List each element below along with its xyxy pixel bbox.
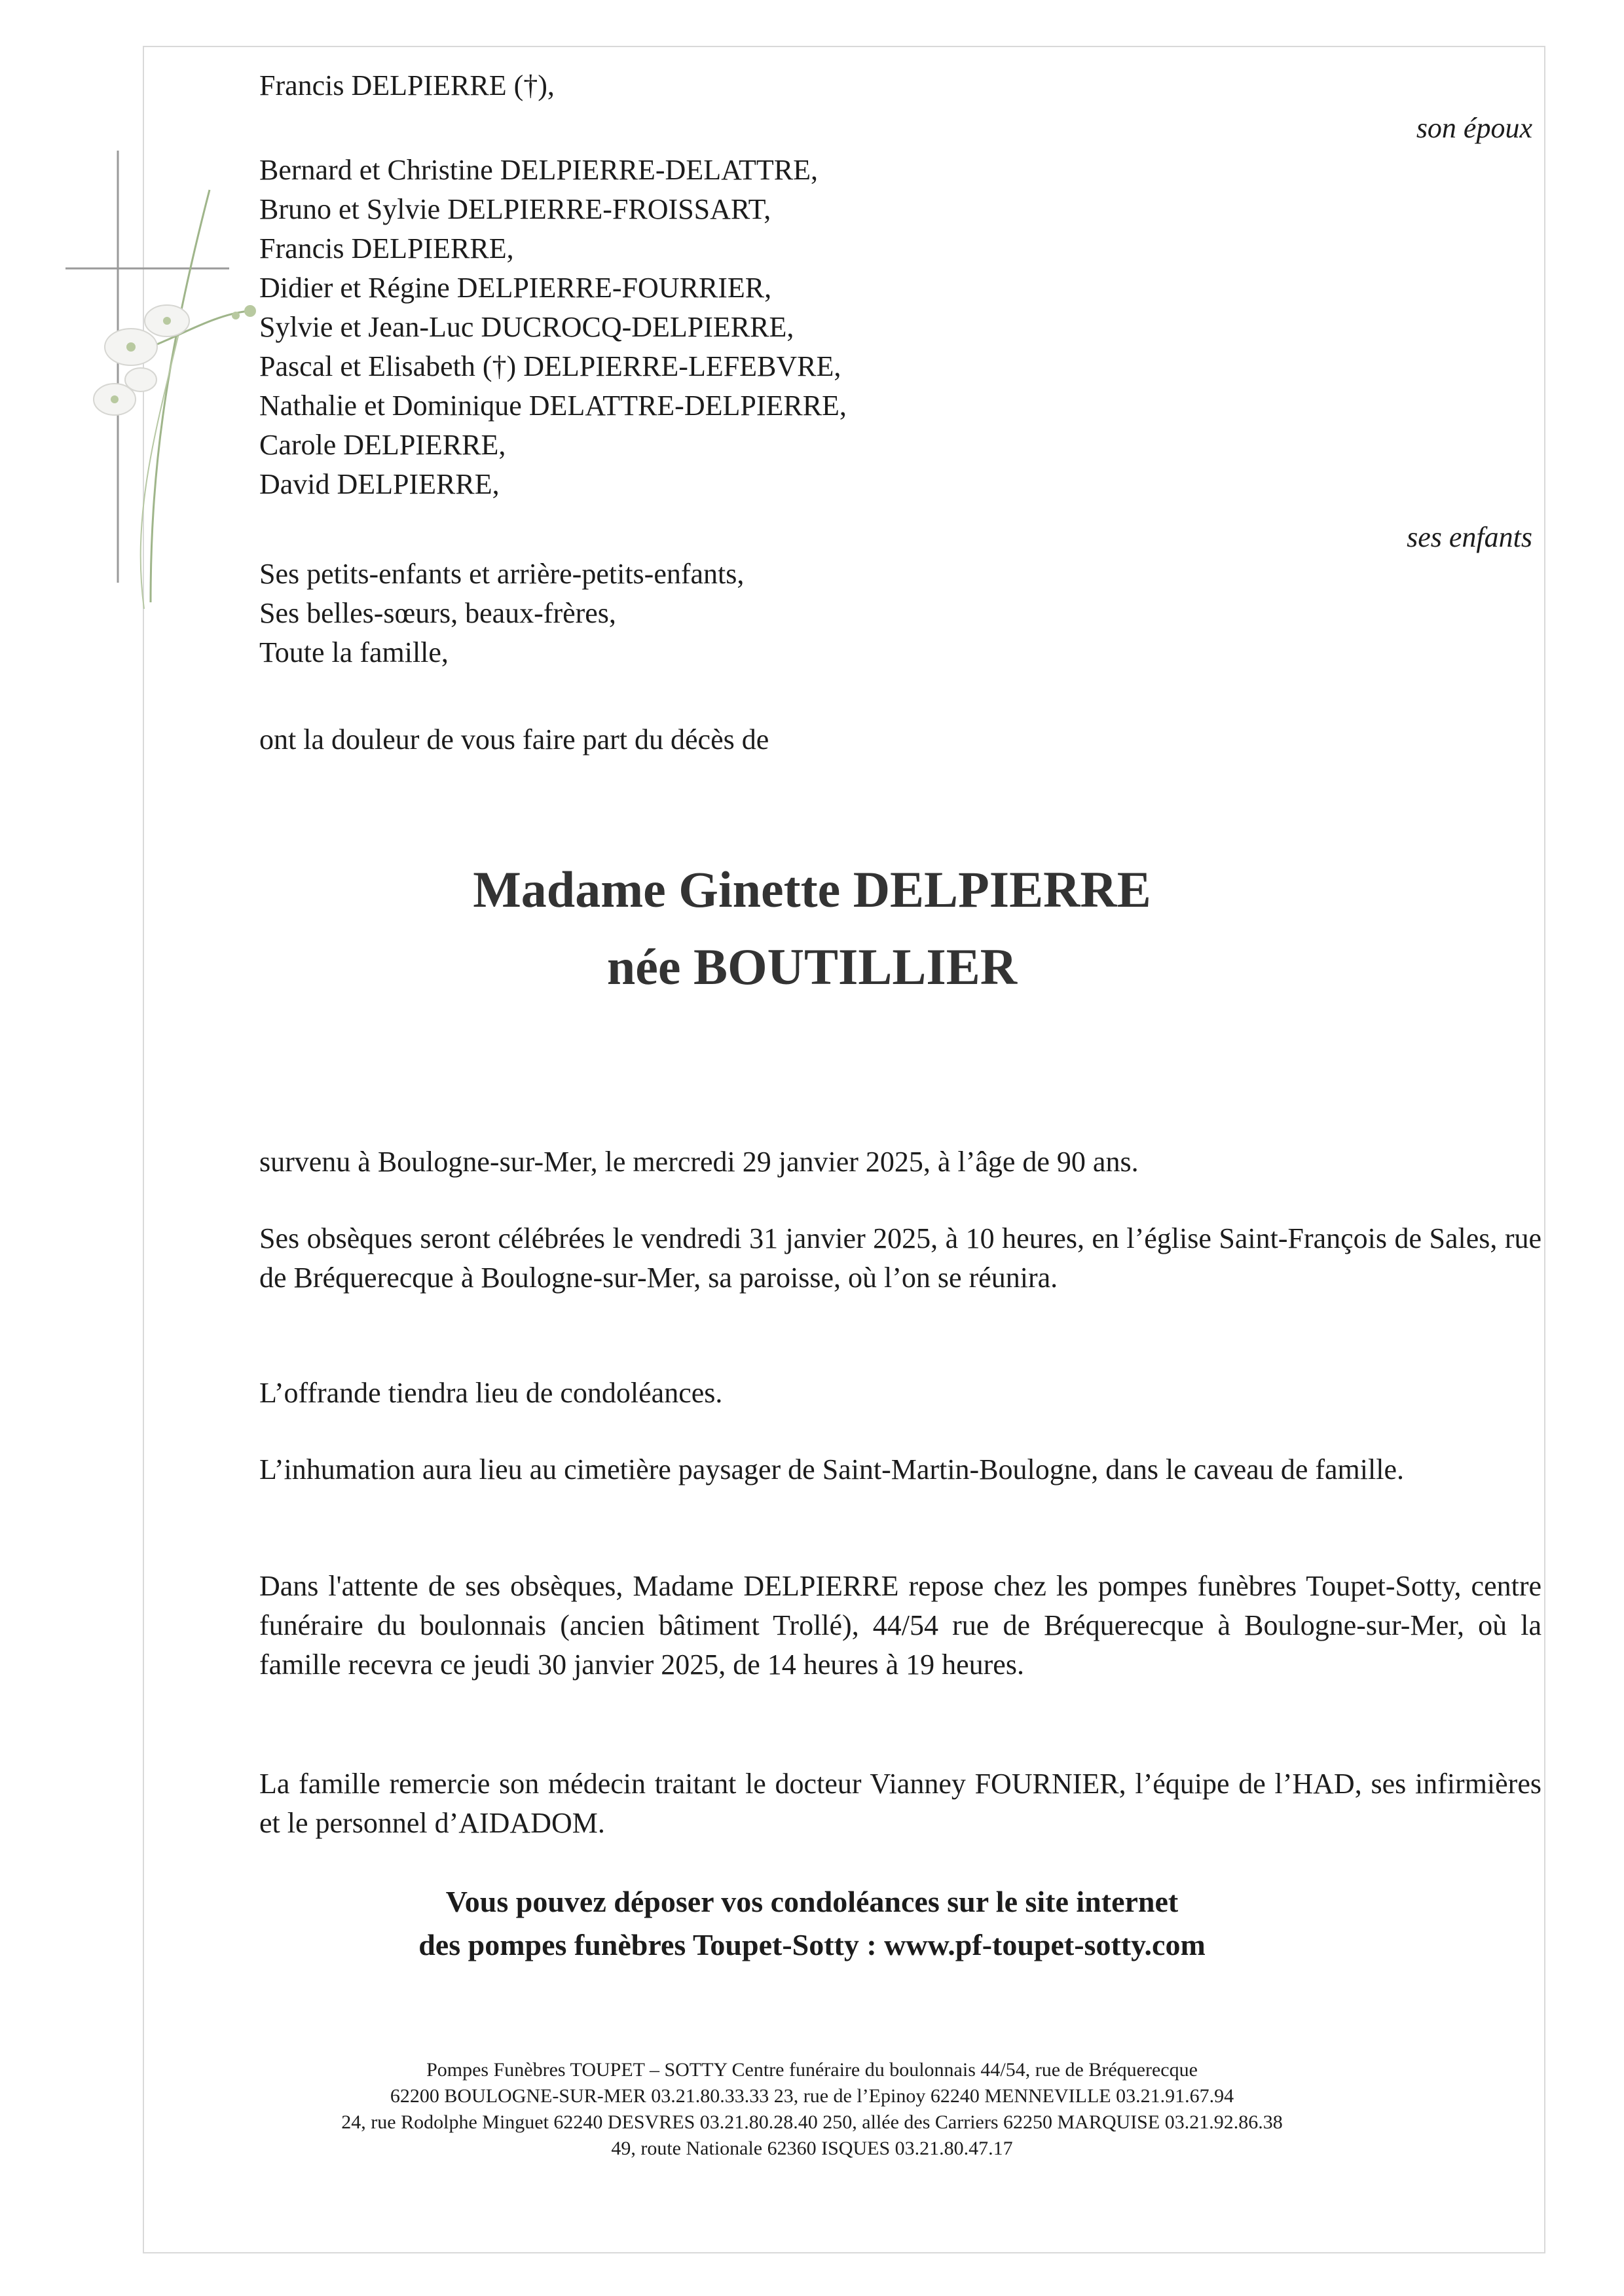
list-item: Carole DELPIERRE, [259, 429, 506, 461]
deceased-name [0, 851, 1624, 1006]
deceased-birth-name: née BOUTILLIER [606, 938, 1018, 995]
thanks-paragraph: La famille remercie son médecin traitant le docteur Vianney FOURNIER, l’équipe de l’HAD, ses infirmières et le personnel d’AIDADOM. [259, 1768, 1541, 1839]
footer-address [0, 2057, 1624, 2162]
list-item: Ses belles-sœurs, beaux-frères, [259, 597, 616, 629]
spouse-line: Francis DELPIERRE (†), [259, 69, 555, 101]
list-item: Nathalie et Dominique DELATTRE-DELPIERRE, [259, 390, 847, 422]
offering-paragraph: L’offrande tiendra lieu de condoléances. [259, 1377, 723, 1409]
deceased-name-line: Madame Ginette DELPIERRE [473, 861, 1151, 918]
list-item: Toute la famille, [259, 636, 449, 668]
footer-line: 62200 BOULOGNE-SUR-MER 03.21.80.33.33 23, rue de l’Epinoy 62240 MENNEVILLE 03.21.91.67.94 [390, 2085, 1234, 2107]
footer-line: 24, rue Rodolphe Minguet 62240 DESVRES 03.21.80.28.40 250, allée des Carriers 62250 MARQUISE 03.21.92.86.38 [341, 2111, 1283, 2133]
list-item: Francis DELPIERRE, [259, 232, 514, 264]
list-item: Ses petits-enfants et arrière-petits-enfants, [259, 558, 745, 590]
announcement-text: ont la douleur de vous faire part du décès de [259, 723, 769, 756]
funeral-paragraph: Ses obsèques seront célébrées le vendredi 31 janvier 2025, à 10 heures, en l’église Saint-François de Sales, rue de Bréquerecque à Boulogne-sur-Mer, sa paroisse, où l’on se réunira. [259, 1222, 1541, 1294]
list-item: Sylvie et Jean-Luc DUCROCQ-DELPIERRE, [259, 311, 794, 343]
cross-orchid-icon [52, 151, 275, 609]
children-role: ses enfants [1407, 521, 1532, 553]
footer-line: 49, route Nationale 62360 ISQUES 03.21.80.47.17 [611, 2138, 1013, 2159]
list-item: Didier et Régine DELPIERRE-FOURRIER, [259, 272, 772, 304]
death-paragraph: survenu à Boulogne-sur-Mer, le mercredi 29 janvier 2025, à l’âge de 90 ans. [259, 1146, 1139, 1178]
list-item: Bruno et Sylvie DELPIERRE-FROISSART, [259, 193, 771, 225]
list-item: Pascal et Elisabeth (†) DELPIERRE-LEFEBVRE, [259, 350, 841, 382]
list-item: David DELPIERRE, [259, 468, 500, 500]
condolences-line: Vous pouvez déposer vos condoléances sur le site internet [445, 1885, 1179, 1918]
rest-paragraph: Dans l'attente de ses obsèques, Madame DELPIERRE repose chez les pompes funèbres Toupet-Sotty, centre funéraire du boulonnais (ancien bâtiment Trollé), 44/54 rue de Bréquerecque à Boulogne-sur-Mer, où la famille recevra ce jeudi 30 janvier 2025, de 14 heures à 19 heures. [259, 1570, 1541, 1681]
footer-line: Pompes Funèbres TOUPET – SOTTY Centre funéraire du boulonnais 44/54, rue de Bréquerecque [426, 2059, 1198, 2081]
burial-paragraph: L’inhumation aura lieu au cimetière paysager de Saint-Martin-Boulogne, dans le caveau de famille. [259, 1453, 1404, 1485]
spouse-role: son époux [1416, 112, 1532, 144]
condolences-website[interactable]: des pompes funèbres Toupet-Sotty : www.pf-toupet-sotty.com [418, 1928, 1206, 1961]
list-item: Bernard et Christine DELPIERRE-DELATTRE, [259, 154, 818, 186]
condolences-notice [0, 1880, 1624, 1967]
